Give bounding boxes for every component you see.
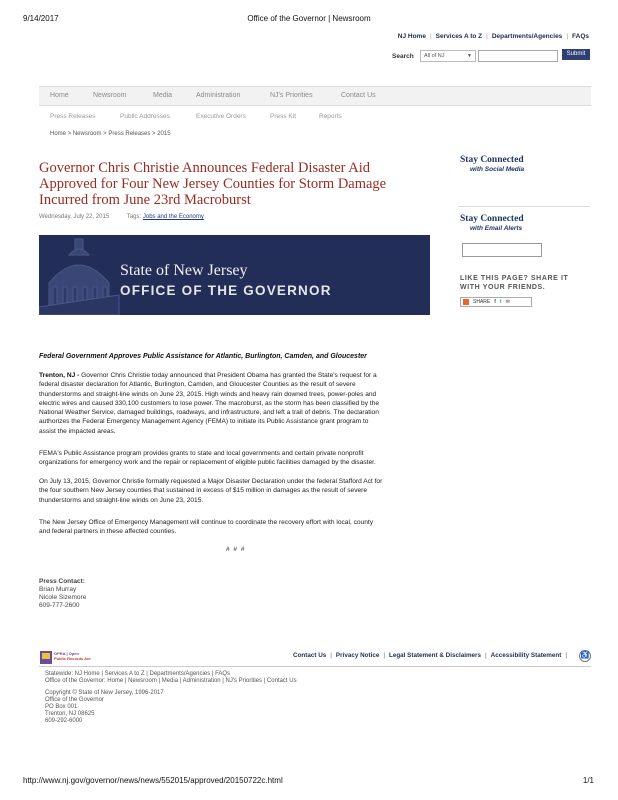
nav-newsroom[interactable]: Newsroom: [93, 92, 127, 99]
facebook-icon: f: [494, 299, 496, 305]
print-url: http://www.nj.gov/governor/news/news/552015/approved/20150722c.html: [23, 776, 283, 785]
share-prompt: [460, 274, 590, 292]
separator: |: [429, 33, 432, 40]
email-icon: ✉: [505, 299, 510, 305]
subnav-public-addresses[interactable]: Public Addresses: [120, 113, 170, 120]
subnav-press-kit[interactable]: Press Kit: [270, 113, 297, 120]
accessibility-icon[interactable]: ♿: [579, 650, 591, 662]
search-label: Search: [392, 53, 414, 60]
footer-office-links[interactable]: Office of the Governor: Home | Newsroom | Media | Administration | NJ's Priorities | Contact Us: [45, 678, 297, 684]
paragraph-line: organizations for emergency work and the repair or replacement of eligible public facilities damaged by the disaster.: [39, 459, 376, 467]
opra-logo-text: [54, 651, 91, 661]
headline-line: Incurred from June 23rd Macroburst: [39, 192, 251, 208]
footer-link-privacy[interactable]: Privacy Notice: [335, 652, 380, 659]
paragraph-line: assist the impacted areas.: [39, 427, 116, 435]
contact-name: Nicole Sizemore: [39, 594, 87, 601]
paragraph-line: On July 13, 2015, Governor Christie formally requested a Major Disaster Declaration under the federal Stafford Act for: [39, 478, 383, 485]
article-paragraph-3: [39, 477, 434, 505]
footer-address-line: 609-292-6000: [45, 718, 83, 724]
stay-connected-social-title: Stay Connected: [460, 155, 524, 165]
paragraph-line: and federal partners in these affected counties.: [39, 528, 177, 536]
util-link-faqs[interactable]: FAQs: [572, 33, 589, 40]
separator: |: [566, 33, 569, 40]
article-paragraph-1: [39, 371, 434, 436]
paragraph-line: electric wires and caused 330,100 customers to lose power. The macroburst, as the storm has been classified by the: [39, 399, 379, 407]
tag-link[interactable]: Jobs and the Economy: [142, 214, 204, 220]
share-button[interactable]: [460, 297, 532, 307]
search-input[interactable]: [478, 50, 558, 62]
subnav-executive-orders[interactable]: Executive Orders: [196, 113, 246, 120]
subnav-reports[interactable]: Reports: [319, 113, 342, 120]
main-nav: [39, 86, 591, 106]
twitter-icon: t: [499, 299, 502, 305]
util-link-services[interactable]: Services A to Z: [435, 33, 483, 40]
footer-links: [293, 652, 571, 659]
share-prompt-line: LIKE THIS PAGE? SHARE IT: [460, 275, 569, 282]
utility-links: [398, 33, 589, 40]
paragraph-line: the four southern New Jersey counties that sustained in excess of $15 million in damages as the result of severe: [39, 487, 368, 495]
nav-administration[interactable]: Administration: [196, 92, 241, 99]
paragraph-line: FEMA's Public Assistance program provides grants to state and local governments and certain private nonprofit: [39, 450, 364, 457]
search-submit-button[interactable]: Submit: [562, 49, 590, 60]
divider: [458, 206, 590, 207]
opra-line: Public Records Act: [54, 656, 91, 661]
article-paragraph-4: [39, 518, 434, 537]
search-scope-value: All of NJ: [424, 53, 445, 59]
footer-statewide-links[interactable]: Statewide: NJ Home | Services A to Z | Departments/Agencies | FAQs: [45, 671, 231, 677]
share-label: SHARE: [473, 299, 491, 305]
headline-line: Approved for Four New Jersey Counties for Storm Damage: [39, 176, 387, 192]
article-date: Wednesday, July 22, 2015: [39, 214, 110, 220]
paragraph-line: thunderstorms and straight-line winds on June 23, 2015.: [39, 496, 204, 504]
share-icon: [463, 299, 469, 305]
page-title: [39, 160, 389, 208]
press-contact-label: Press Contact:: [39, 578, 85, 585]
print-date: 9/14/2017: [23, 14, 59, 23]
opra-logo[interactable]: [39, 650, 91, 665]
dateline: Trenton, NJ -: [39, 372, 80, 379]
footer-address-line: Trenton, NJ 08625: [45, 711, 95, 717]
paragraph-line: authorizes the Federal Emergency Management Agency (FEMA) to initiate its Public Assistance grant program to: [39, 418, 369, 426]
footer-divider: [39, 666, 591, 667]
tags-label: Tags:: [126, 214, 142, 220]
search-scope-select[interactable]: [420, 50, 476, 62]
paragraph-line: National Weather Service, damaged buildings, roadways, and infrastructure, and left a trail of debris. The declaration: [39, 409, 379, 417]
share-prompt-line: WITH YOUR FRIENDS.: [460, 284, 546, 291]
footer-link-accessibility[interactable]: Accessibility Statement: [490, 652, 562, 659]
article-paragraph-2: [39, 449, 434, 468]
article-subhead: Federal Government Approves Public Assistance for Atlantic, Burlington, Camden, and Gloucester: [39, 353, 367, 360]
print-page-title: Office of the Governor | Newsroom: [247, 14, 371, 23]
footer-link-legal[interactable]: Legal Statement & Disclaimers: [388, 652, 482, 659]
opra-line: OPRA | Open: [54, 651, 79, 656]
paragraph-line: The New Jersey Office of Emergency Management will continue to coordinate the recovery effort with local, county: [39, 519, 374, 526]
separator: |: [486, 33, 488, 40]
footer-address-line: PO Box 001: [45, 704, 78, 710]
banner-title-office: OFFICE OF THE GOVERNOR: [120, 283, 332, 298]
separator: |: [330, 652, 332, 659]
separator: |: [383, 652, 385, 659]
subnav-press-releases[interactable]: Press Releases: [50, 113, 96, 120]
nav-home[interactable]: Home: [50, 92, 69, 99]
paragraph-line: thunderstorms and straight-line winds on June 23, 2015. High winds and heavy rain downed trees, power-poles and: [39, 390, 377, 398]
separator: |: [565, 652, 567, 659]
stay-connected-email-sub: with Email Alerts: [470, 225, 523, 232]
footer-copyright: Copyright © State of New Jersey, 1996-2017: [45, 690, 164, 696]
print-page-number: 1/1: [582, 776, 594, 785]
chevron-down-icon: ▼: [467, 53, 472, 59]
paragraph-line: federal disaster declaration for Atlantic, Burlington, Camden, and Gloucester Counties as the result of severe: [39, 381, 356, 389]
stay-connected-social-sub[interactable]: with Social Media: [470, 166, 525, 173]
separator: |: [485, 652, 487, 659]
article-meta: [39, 214, 204, 220]
breadcrumb[interactable]: Home > Newsroom > Press Releases > 2015: [50, 131, 171, 137]
nav-contact-us[interactable]: Contact Us: [341, 92, 376, 99]
stay-connected-email-title: Stay Connected: [460, 214, 524, 224]
paragraph-line: [39, 371, 434, 380]
banner-title-state: State of New Jersey: [120, 262, 248, 279]
end-mark: # # #: [226, 546, 246, 553]
contact-name: Brian Murray: [39, 586, 77, 593]
email-alert-input[interactable]: [462, 243, 542, 257]
util-link-nj-home[interactable]: NJ Home: [397, 33, 426, 40]
util-link-departments[interactable]: Departments/Agencies: [491, 33, 563, 40]
nav-media[interactable]: Media: [153, 92, 173, 99]
footer-link-contact[interactable]: Contact Us: [293, 652, 327, 659]
headline-line: Governor Chris Christie Announces Federal Disaster Aid: [39, 160, 371, 176]
nav-priorities[interactable]: NJ's Priorities: [270, 92, 313, 99]
footer-address-line: Office of the Governor: [45, 697, 104, 703]
paragraph-text: Governor Chris Christie today announced that President Obama has granted the State's request for a: [79, 372, 377, 379]
contact-phone: 609-777-2600: [39, 602, 80, 609]
